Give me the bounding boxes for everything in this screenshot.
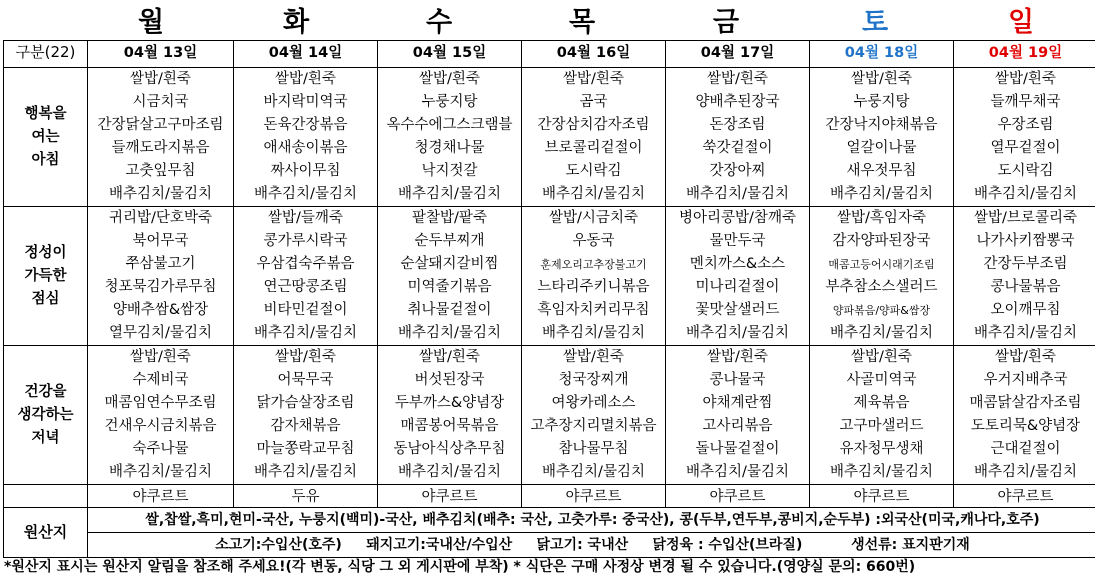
menu-item: 양파볶음/양파&쌈장 <box>832 304 931 317</box>
date-fri: 04월 17일 <box>666 41 810 68</box>
menu-cell-sun <box>954 68 1095 207</box>
menu-item: 브로콜리겉절이 <box>544 140 643 156</box>
menu-item: 쭈삼불고기 <box>125 256 196 272</box>
meal-category <box>4 207 88 346</box>
menu-item: 배추김치/물김치 <box>686 186 789 202</box>
menu-item: 나가사키짬뽕국 <box>976 233 1075 249</box>
snack-sun: 야쿠르트 <box>954 485 1095 508</box>
menu-item: 귀리밥/단호박죽 <box>109 210 212 226</box>
date-wed: 04월 15일 <box>378 41 522 68</box>
meal-category-word: 아침 <box>31 151 60 168</box>
menu-item: 배추김치/물김치 <box>686 464 789 480</box>
meal-row <box>4 207 1095 346</box>
menu-item: 병아리콩밥/참깨죽 <box>679 210 796 226</box>
menu-item: 쌀밥/흰죽 <box>275 349 336 365</box>
menu-item: 얼갈이나물 <box>846 140 917 156</box>
menu-item: 우동국 <box>572 233 615 249</box>
menu-item: 배추김치/물김치 <box>542 186 645 202</box>
menu-item: 열무김치/물김치 <box>109 325 212 341</box>
menu-item: 꽃맛살샐러드 <box>695 302 780 318</box>
menu-item: 멘치까스&소스 <box>689 256 786 272</box>
menu-cell-wed <box>378 346 522 485</box>
menu-item: 북어무국 <box>132 233 189 249</box>
meal-category <box>4 346 88 485</box>
menu-item: 유자청무생채 <box>839 441 924 457</box>
menu-cell-mon <box>88 207 234 346</box>
menu-item: 매콤봉어묵볶음 <box>400 418 499 434</box>
menu-item: 연근땅콩조림 <box>263 279 348 295</box>
menu-item: 배추김치/물김치 <box>830 464 933 480</box>
header-row <box>4 41 1095 68</box>
menu-item: 도시락김 <box>565 163 622 179</box>
menu-item: 청포묵김가루무침 <box>104 279 217 295</box>
snack-tue: 두유 <box>234 485 378 508</box>
menu-cell-wed <box>378 207 522 346</box>
menu-item: 미역줄기볶음 <box>407 279 492 295</box>
snack-sat: 야쿠르트 <box>810 485 954 508</box>
weekday-mon: 월 <box>138 7 165 38</box>
menu-cell-sun <box>954 346 1095 485</box>
origin-row <box>4 508 1095 558</box>
meal-category-word: 정성이 <box>24 244 67 261</box>
menu-item: 배추김치/물김치 <box>974 325 1077 341</box>
snack-wed: 야쿠르트 <box>378 485 522 508</box>
menu-item: 바지락미역국 <box>263 94 348 110</box>
meal-category <box>4 68 88 207</box>
menu-item: 배추김치/물김치 <box>974 464 1077 480</box>
menu-item: 물만두국 <box>709 233 766 249</box>
menu-cell-tue <box>234 207 378 346</box>
menu-item: 마늘쫑락교무침 <box>256 441 355 457</box>
menu-item: 콩가루시락국 <box>263 233 348 249</box>
menu-item: 쌀밥/흑임자죽 <box>837 210 926 226</box>
menu-item: 감자채볶음 <box>270 418 341 434</box>
origin-label: 원산지 <box>4 508 88 558</box>
menu-item: 쌀밥/흰죽 <box>563 71 624 87</box>
meal-category-word: 가득한 <box>24 267 67 284</box>
menu-item: 쌀밥/흰죽 <box>563 349 624 365</box>
menu-item: 매콤닭살감자조림 <box>969 395 1082 411</box>
menu-item: 배추김치/물김치 <box>254 186 357 202</box>
menu-item: 누룽지탕 <box>853 94 910 110</box>
menu-item: 돌나물겉절이 <box>695 441 780 457</box>
menu-item: 도시락김 <box>997 163 1054 179</box>
meal-category-word: 점심 <box>31 290 60 307</box>
menu-item: 짜사이무침 <box>270 163 341 179</box>
menu-item: 훈제오리고추장불고기 <box>540 258 647 271</box>
menu-item: 수제비국 <box>132 372 189 388</box>
menu-item: 돈장조림 <box>709 117 766 133</box>
weekday-tue: 화 <box>283 7 310 38</box>
menu-item: 숙주나물 <box>132 441 189 457</box>
snack-fri: 야쿠르트 <box>666 485 810 508</box>
menu-item: 쌀밥/흰죽 <box>130 71 191 87</box>
menu-cell-sat <box>810 346 954 485</box>
menu-item: 애새송이볶음 <box>263 140 348 156</box>
menu-item: 고사리볶음 <box>702 418 773 434</box>
menu-item: 쌀밥/브로콜리죽 <box>974 210 1077 226</box>
menu-item: 고추장지리멸치볶음 <box>530 418 657 434</box>
menu-item: 열무겉절이 <box>990 140 1061 156</box>
menu-item: 쌀밥/흰죽 <box>995 71 1056 87</box>
menu-cell-fri <box>666 207 810 346</box>
menu-item: 배추김치/물김치 <box>109 186 212 202</box>
menu-item: 배추김치/물김치 <box>109 464 212 480</box>
weekday-sun: 일 <box>1008 7 1035 38</box>
meal-row <box>4 346 1095 485</box>
menu-item: 고춧잎무침 <box>125 163 196 179</box>
menu-item: 비타민겉절이 <box>263 302 348 318</box>
weekday-sat: 토 <box>862 7 889 38</box>
menu-item: 건새우시금치볶음 <box>104 418 217 434</box>
menu-item: 배추김치/물김치 <box>398 325 501 341</box>
menu-item: 매콤고등어시래기조림 <box>828 258 935 271</box>
footnote: *원산지 표시는 원산지 알림을 참조해 주세요!(각 변동, 식당 그 외 게시판에 부착) * 식단은 구매 사정상 변경 될 수 있습니다.(영양실 문의: 660번) <box>4 559 916 575</box>
menu-item: 청국장찌개 <box>558 372 629 388</box>
menu-item: 도토리묵&양념장 <box>970 418 1081 434</box>
menu-item: 미나리겉절이 <box>695 279 780 295</box>
menu-item: 쌀밥/시금치죽 <box>549 210 638 226</box>
menu-item: 배추김치/물김치 <box>254 464 357 480</box>
menu-cell-mon <box>88 346 234 485</box>
menu-item: 갓장아찌 <box>709 163 766 179</box>
meal-category-word: 생각하는 <box>17 406 74 423</box>
menu-item: 배추김치/물김치 <box>542 325 645 341</box>
menu-item: 양배추쌈&쌈장 <box>112 302 209 318</box>
menu-item: 야채계란찜 <box>702 395 773 411</box>
date-sat: 04월 18일 <box>810 41 954 68</box>
menu-item: 배추김치/물김치 <box>398 464 501 480</box>
menu-item: 여왕카레소스 <box>551 395 636 411</box>
menu-cell-thu <box>522 346 666 485</box>
menu-item: 청경채나물 <box>414 140 485 156</box>
menu-item: 배추김치/물김치 <box>830 186 933 202</box>
menu-item: 간장낙지야채볶음 <box>825 117 938 133</box>
menu-item: 곰국 <box>579 94 608 110</box>
snack-label <box>4 485 88 508</box>
menu-item: 어묵무국 <box>277 372 334 388</box>
menu-item: 쌀밥/흰죽 <box>419 349 480 365</box>
menu-item: 감자양파된장국 <box>832 233 931 249</box>
menu-item: 돈육간장볶음 <box>263 117 348 133</box>
menu-cell-tue <box>234 346 378 485</box>
menu-cell-fri <box>666 68 810 207</box>
menu-item: 쌀밥/흰죽 <box>707 71 768 87</box>
date-tue: 04월 14일 <box>234 41 378 68</box>
weekday-thu: 목 <box>569 7 596 38</box>
menu-item: 들깨무채국 <box>990 94 1061 110</box>
menu-item: 쌀밥/흰죽 <box>851 71 912 87</box>
meal-row <box>4 68 1095 207</box>
snack-thu: 야쿠르트 <box>522 485 666 508</box>
menu-item: 두부까스&양념장 <box>394 395 505 411</box>
menu-item: 순살돼지갈비찜 <box>400 256 499 272</box>
menu-item: 누룽지탕 <box>421 94 478 110</box>
menu-cell-sat <box>810 68 954 207</box>
origin-line-1: 쌀,찹쌀,흑미,현미-국산, 누룽지(백미)-국산, 배추김치(배추: 국산, 고춧가루: 중국산), 콩(두부,연두부,콩비지,순두부) :외국산(미국,캐나다,호주) <box>88 508 1095 533</box>
menu-item: 우장조림 <box>997 117 1054 133</box>
menu-item: 고구마샐러드 <box>839 418 924 434</box>
menu-item: 들깨도라지볶음 <box>111 140 210 156</box>
menu-item: 옥수수에그스크램블 <box>386 117 513 133</box>
menu-cell-mon <box>88 68 234 207</box>
menu-item: 쑥갓겉절이 <box>702 140 773 156</box>
menu-item: 순두부찌개 <box>414 233 485 249</box>
menu-item: 쌀밥/흰죽 <box>130 349 191 365</box>
date-mon: 04월 13일 <box>88 41 234 68</box>
menu-item: 배추김치/물김치 <box>974 186 1077 202</box>
menu-item: 배추김치/물김치 <box>830 325 933 341</box>
menu-item: 새우젓무침 <box>846 163 917 179</box>
menu-cell-fri <box>666 346 810 485</box>
menu-item: 배추김치/물김치 <box>398 186 501 202</box>
menu-item: 사골미역국 <box>846 372 917 388</box>
meal-category-word: 행복을 <box>24 105 67 122</box>
origin-line-2: 소고기:수입산(호주) 돼지고기:국내산/수입산 닭고기: 국내산 닭정육 : 수입산(브라질) 생선류: 표지판기재 <box>215 537 970 553</box>
menu-item: 배추김치/물김치 <box>542 464 645 480</box>
menu-item: 쌀밥/흰죽 <box>275 71 336 87</box>
menu-item: 쌀밥/흰죽 <box>707 349 768 365</box>
menu-item: 쌀밥/흰죽 <box>419 71 480 87</box>
menu-item: 우거지배추국 <box>983 372 1068 388</box>
menu-item: 흑임자치커리무침 <box>537 302 650 318</box>
menu-item: 우삼겹숙주볶음 <box>256 256 355 272</box>
menu-cell-sat <box>810 207 954 346</box>
snack-row <box>4 485 1095 508</box>
menu-item: 취나물겉절이 <box>407 302 492 318</box>
menu-item: 양배추된장국 <box>695 94 780 110</box>
menu-item: 콩나물볶음 <box>990 279 1061 295</box>
menu-item: 동남아식상추무침 <box>393 441 506 457</box>
menu-item: 간장닭살고구마조림 <box>97 117 224 133</box>
menu-cell-thu <box>522 68 666 207</box>
menu-item: 배추김치/물김치 <box>254 325 357 341</box>
category-header: 구분(22) <box>4 41 88 68</box>
menu-cell-wed <box>378 68 522 207</box>
menu-item: 팥찰밥/팥죽 <box>412 210 487 226</box>
menu-item: 쌀밥/흰죽 <box>995 349 1056 365</box>
menu-item: 쌀밥/흰죽 <box>851 349 912 365</box>
meal-category-word: 건강을 <box>24 383 67 400</box>
menu-item: 참나물무침 <box>558 441 629 457</box>
weekly-menu-table <box>3 40 1095 558</box>
menu-item: 간장삼치감자조림 <box>537 117 650 133</box>
menu-item: 콩나물국 <box>709 372 766 388</box>
weekday-fri: 금 <box>713 7 740 38</box>
date-thu: 04월 16일 <box>522 41 666 68</box>
menu-item: 느타리주키니볶음 <box>537 279 650 295</box>
weekday-row <box>0 6 1095 40</box>
meal-category-word: 저녁 <box>31 429 60 446</box>
menu-cell-thu <box>522 207 666 346</box>
menu-item: 매콤임연수무조림 <box>104 395 217 411</box>
menu-cell-tue <box>234 68 378 207</box>
menu-item: 오이깨무침 <box>990 302 1061 318</box>
menu-item: 쌀밥/들깨죽 <box>268 210 343 226</box>
menu-item: 부추참소스샐러드 <box>825 279 938 295</box>
menu-item: 간장두부조림 <box>983 256 1068 272</box>
weekday-wed: 수 <box>426 7 453 38</box>
menu-item: 근대겉절이 <box>990 441 1061 457</box>
menu-item: 시금치국 <box>132 94 189 110</box>
snack-mon: 야쿠르트 <box>88 485 234 508</box>
menu-item: 닭가슴살장조림 <box>256 395 355 411</box>
meal-category-word: 여는 <box>31 128 60 145</box>
menu-item: 낙지젓갈 <box>421 163 478 179</box>
menu-item: 제육볶음 <box>853 395 910 411</box>
menu-item: 버섯된장국 <box>414 372 485 388</box>
menu-cell-sun <box>954 207 1095 346</box>
menu-item: 배추김치/물김치 <box>686 325 789 341</box>
date-sun: 04월 19일 <box>954 41 1095 68</box>
